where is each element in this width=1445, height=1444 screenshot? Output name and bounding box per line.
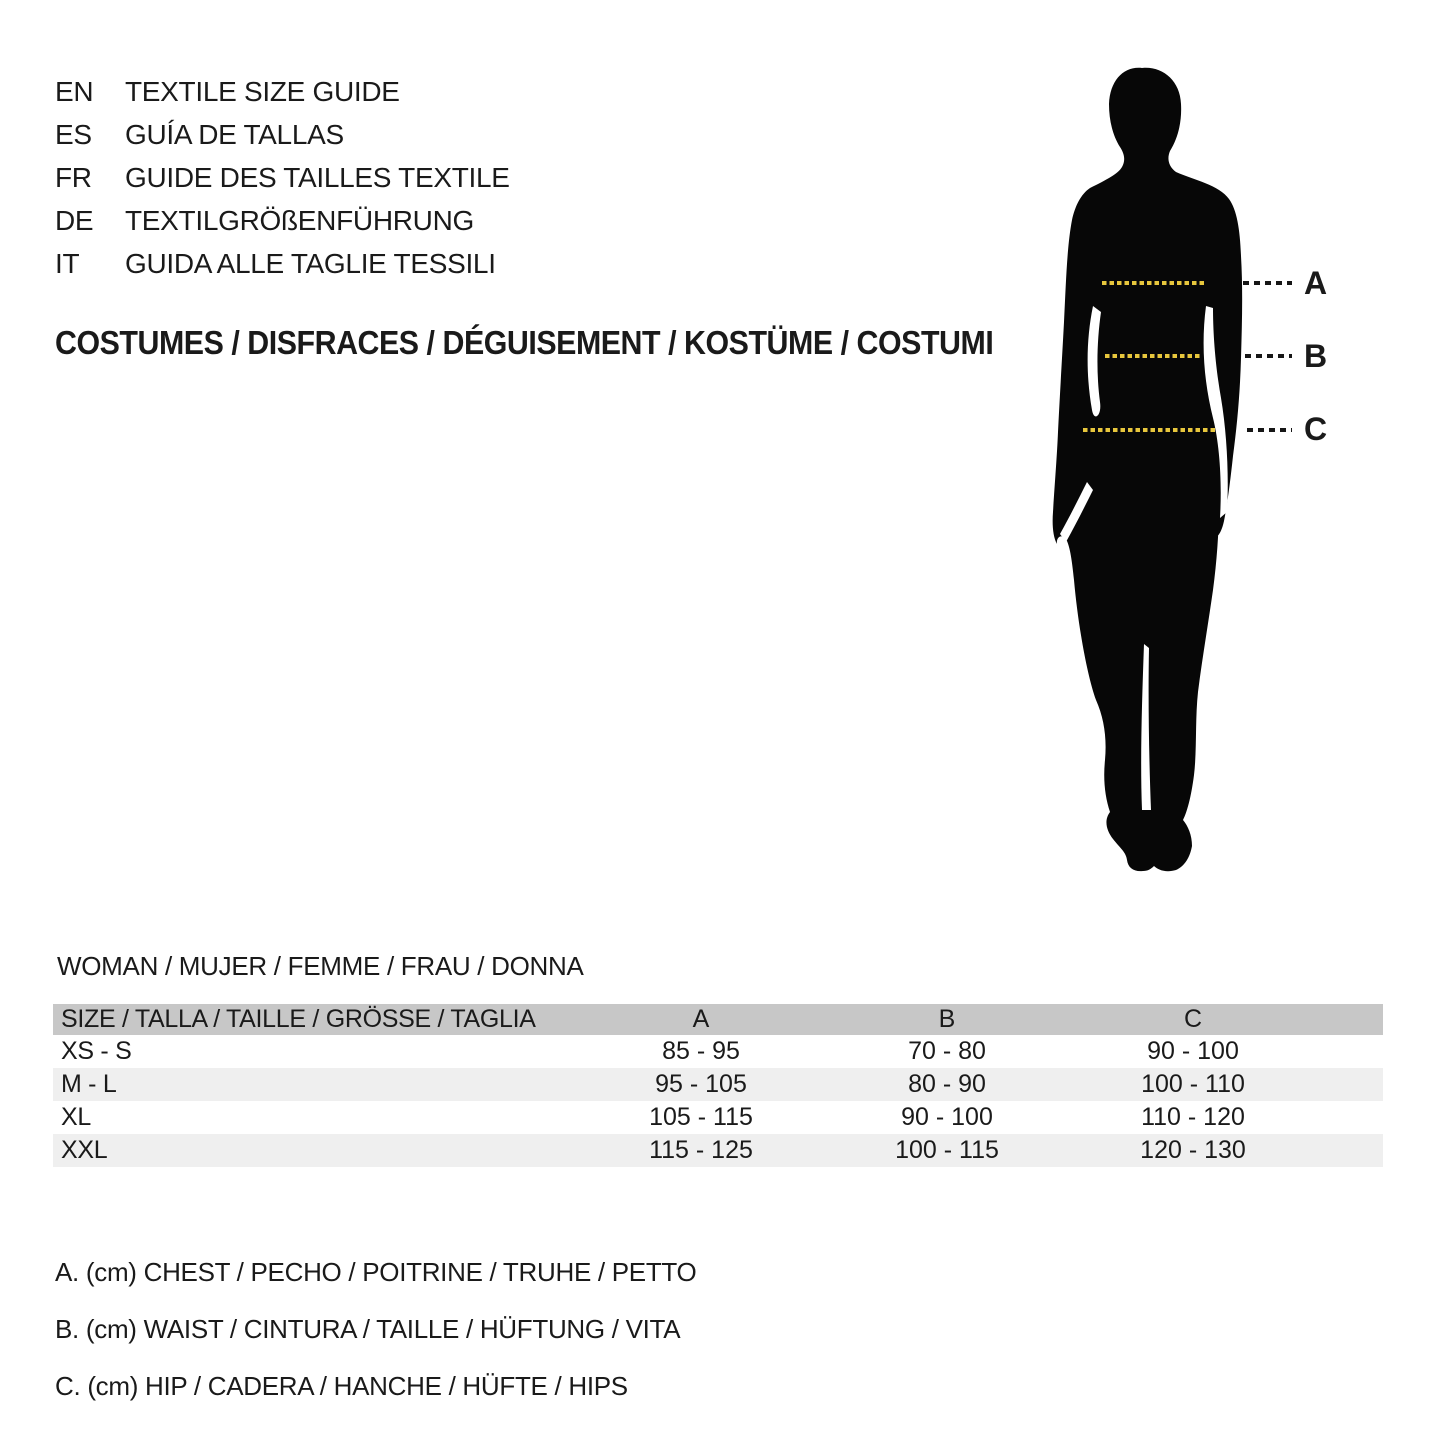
legend-waist: B. (cm) WAIST / CINTURA / TAILLE / HÜFTUNG / VITA (55, 1314, 681, 1344)
language-row-en (55, 70, 510, 113)
language-code: IT (55, 248, 80, 279)
size-table (53, 1004, 1383, 1167)
size-cell: XS - S (61, 1037, 132, 1065)
column-header-a: A (692, 1005, 710, 1033)
language-row-de (55, 199, 510, 242)
language-code: DE (55, 205, 94, 236)
hip-measure-line (1083, 428, 1217, 432)
language-row-fr (55, 156, 510, 199)
language-code: FR (55, 162, 92, 193)
language-title: TEXTILGRÖßENFÜHRUNG (125, 205, 474, 236)
size-table-header (53, 1004, 1383, 1035)
waist-measure-line (1105, 354, 1200, 358)
chest-range: 95 - 105 (655, 1070, 747, 1098)
size-cell: M - L (61, 1070, 117, 1098)
legend-chest: A. (cm) CHEST / PECHO / POITRINE / TRUHE / PETTO (55, 1257, 697, 1287)
language-title: GUÍA DE TALLAS (125, 119, 344, 150)
category-heading: COSTUMES / DISFRACES / DÉGUISEMENT / KOSTÜME / COSTUMI (55, 324, 994, 361)
language-code: ES (55, 119, 92, 150)
table-row-xl (53, 1101, 1383, 1134)
language-row-it (55, 242, 510, 285)
hip-range: 120 - 130 (1140, 1136, 1246, 1164)
waist-callout-line (1245, 354, 1292, 358)
language-title: TEXTILE SIZE GUIDE (125, 76, 400, 107)
column-header-b: B (938, 1005, 956, 1033)
table-row-m-l (53, 1068, 1383, 1101)
section-heading-woman: WOMAN / MUJER / FEMME / FRAU / DONNA (57, 951, 584, 981)
hip-range: 100 - 110 (1141, 1070, 1245, 1098)
column-header-c: C (1183, 1005, 1203, 1033)
language-title: GUIDE DES TAILLES TEXTILE (125, 162, 510, 193)
measure-label-a: A (1304, 265, 1328, 301)
language-row-es (55, 113, 510, 156)
size-cell: XXL (61, 1136, 108, 1164)
measure-label-b: B (1304, 338, 1328, 374)
chest-range: 105 - 115 (649, 1103, 753, 1131)
table-row-xs-s (53, 1035, 1383, 1068)
hip-range: 110 - 120 (1141, 1103, 1245, 1131)
table-row-xxl (53, 1134, 1383, 1167)
language-code: EN (55, 76, 94, 107)
waist-range: 100 - 115 (895, 1136, 999, 1164)
woman-silhouette (1030, 60, 1260, 890)
language-title: GUIDA ALLE TAGLIE TESSILI (125, 248, 496, 279)
measure-label-c: C (1304, 411, 1328, 447)
hip-range: 90 - 100 (1147, 1037, 1239, 1065)
language-list (55, 70, 510, 285)
chest-range: 85 - 95 (662, 1037, 740, 1065)
hip-callout-line (1247, 428, 1292, 432)
chest-measure-line (1102, 281, 1205, 285)
size-column-header: SIZE / TALLA / TAILLE / GRÖSSE / TAGLIA (61, 1005, 536, 1033)
legend-hip: C. (cm) HIP / CADERA / HANCHE / HÜFTE / HIPS (55, 1371, 628, 1401)
chest-range: 115 - 125 (649, 1136, 753, 1164)
measurement-legend (55, 1244, 696, 1415)
size-cell: XL (61, 1103, 91, 1131)
waist-range: 70 - 80 (908, 1037, 986, 1065)
chest-callout-line (1243, 281, 1292, 285)
waist-range: 80 - 90 (908, 1070, 986, 1098)
waist-range: 90 - 100 (901, 1103, 993, 1131)
